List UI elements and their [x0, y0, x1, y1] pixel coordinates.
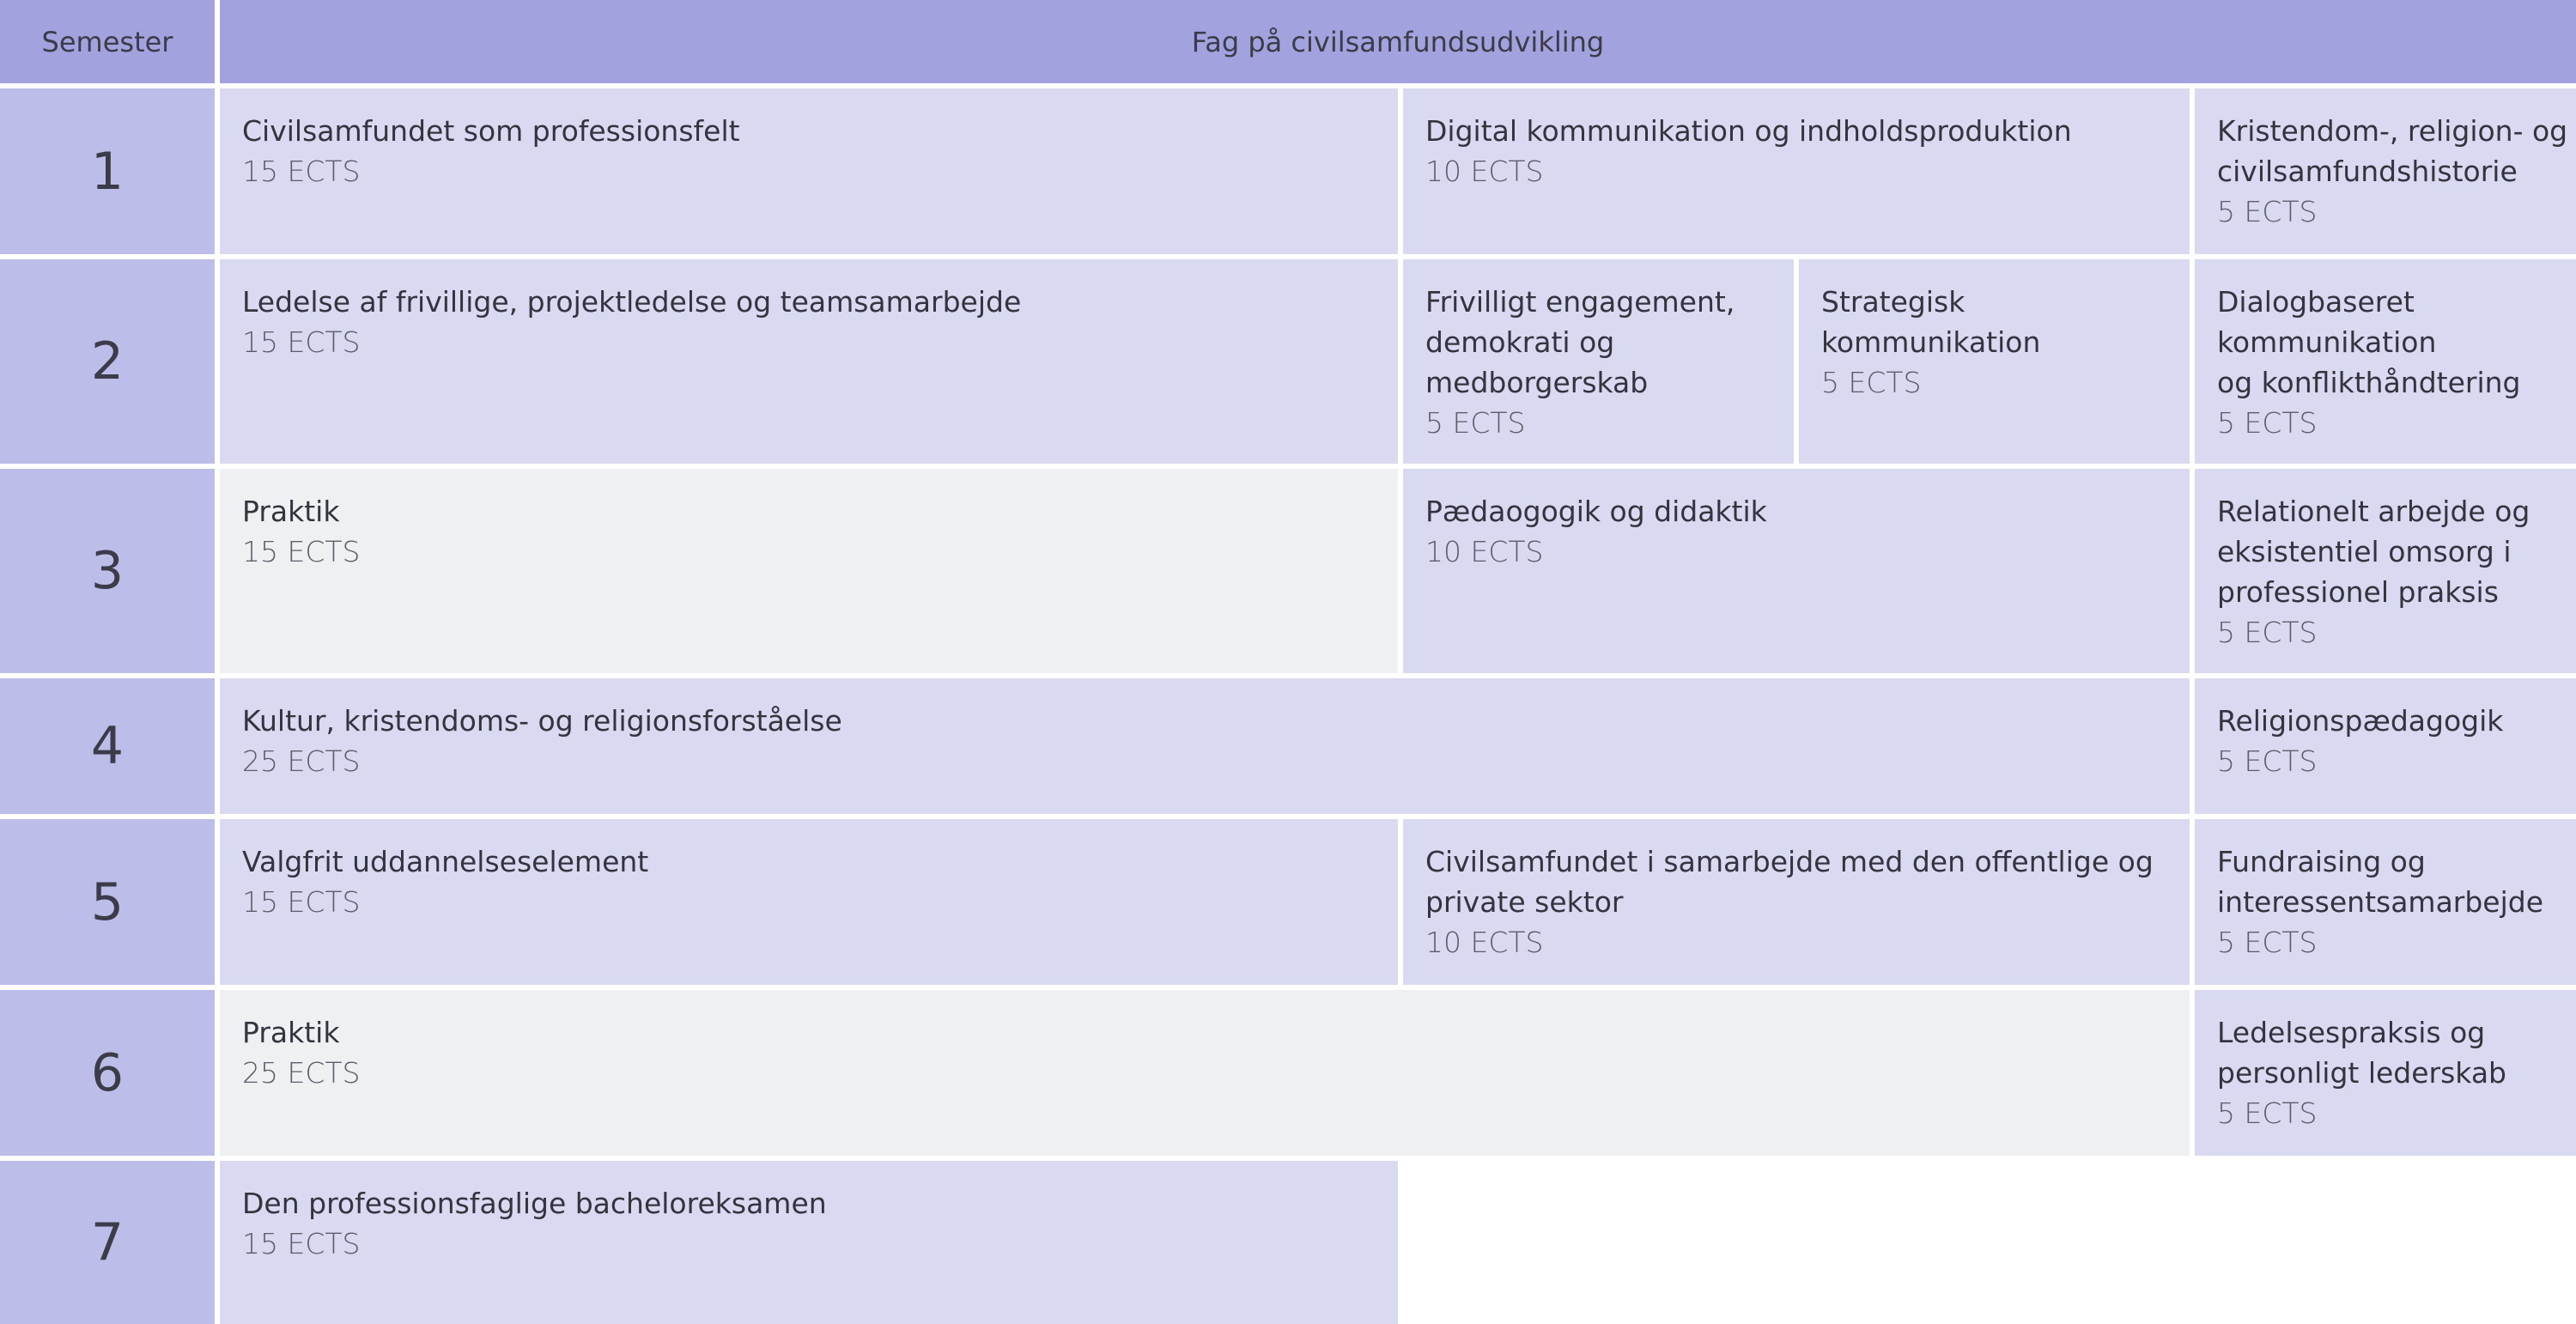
course-cell: [2195, 88, 2576, 254]
course-ects: 10 ECTS: [1425, 926, 1544, 959]
internship-cell: [220, 990, 2190, 1156]
course-title: Religionspædagogik: [2217, 704, 2504, 738]
course-ects: 5 ECTS: [1425, 406, 1526, 440]
course-ects: 25 ECTS: [242, 744, 361, 778]
course-cell: [2195, 259, 2576, 464]
course-ects: 10 ECTS: [1425, 535, 1544, 568]
semester-number: 7: [0, 1161, 215, 1324]
semester-number: 6: [0, 990, 215, 1156]
course-title: Civilsamfundet som professionsfelt: [242, 114, 740, 148]
course-title: Relationelt arbejde og eksistentiel omsorg i professionel praksis: [2217, 495, 2530, 609]
course-ects: 15 ECTS: [242, 155, 361, 188]
semester-number: 2: [0, 259, 215, 464]
course-title: Frivilligt engagement, demokrati og medborgerskab: [1425, 285, 1735, 399]
course-cell: [1799, 259, 2190, 464]
course-cell: [1403, 88, 2190, 254]
course-ects: 15 ECTS: [242, 1227, 361, 1260]
semester-number: 3: [0, 469, 215, 673]
course-cell: [220, 678, 2190, 814]
course-ects: 15 ECTS: [242, 325, 361, 359]
internship-cell: [220, 469, 1398, 673]
course-ects: 5 ECTS: [2217, 616, 2318, 649]
course-cell: [2195, 819, 2576, 985]
course-title: Kristendom-, religion- og civilsamfundshistorie: [2217, 114, 2568, 188]
semester-number: 5: [0, 819, 215, 985]
course-title: Dialogbaseret kommunikation og konflikthåndtering: [2217, 285, 2521, 399]
course-cell: [2195, 990, 2576, 1156]
course-cell: [220, 88, 1398, 254]
course-ects: 5 ECTS: [2217, 406, 2318, 440]
semester-number: 1: [0, 88, 215, 254]
course-cell: [1403, 469, 2190, 673]
course-ects: 5 ECTS: [1821, 366, 1922, 399]
course-title: Praktik: [242, 1016, 340, 1049]
course-title: Pædaogogik og didaktik: [1425, 495, 1767, 528]
course-title: Kultur, kristendoms- og religionsforståelse: [242, 704, 842, 738]
course-ects: 5 ECTS: [2217, 1096, 2318, 1130]
course-ects: 5 ECTS: [2217, 195, 2318, 228]
course-ects: 15 ECTS: [242, 535, 361, 568]
course-title: Den professionsfaglige bacheloreksamen: [242, 1187, 827, 1220]
course-cell: [2195, 678, 2576, 814]
course-title: Strategisk kommunikation: [1821, 285, 2041, 359]
course-cell: [220, 819, 1398, 985]
course-cell: [1403, 259, 1794, 464]
course-title: Digital kommunikation og indholdsproduktion: [1425, 114, 2072, 148]
course-cell: [220, 1161, 1398, 1324]
course-title: Ledelse af frivillige, projektledelse og teamsamarbejde: [242, 285, 1022, 319]
course-title: Praktik: [242, 495, 340, 528]
course-cell: [1403, 819, 2190, 985]
course-title: Valgfrit uddannelseselement: [242, 845, 649, 878]
course-ects: 5 ECTS: [2217, 744, 2318, 778]
course-ects: 5 ECTS: [2217, 926, 2318, 959]
course-cell: [2195, 469, 2576, 673]
semester-column-header: Semester: [0, 0, 215, 83]
semester-number: 4: [0, 678, 215, 814]
subjects-column-header: Fag på civilsamfundsudvikling: [220, 0, 2576, 83]
course-ects: 10 ECTS: [1425, 155, 1544, 188]
course-ects: 25 ECTS: [242, 1056, 361, 1090]
course-cell: [220, 259, 1398, 464]
course-title: Fundraising og interessentsamarbejde: [2217, 845, 2544, 919]
course-ects: 15 ECTS: [242, 885, 361, 919]
course-title: Ledelsespraksis og personligt lederskab: [2217, 1016, 2507, 1090]
course-title: Civilsamfundet i samarbejde med den offentlige og private sektor: [1425, 845, 2154, 919]
